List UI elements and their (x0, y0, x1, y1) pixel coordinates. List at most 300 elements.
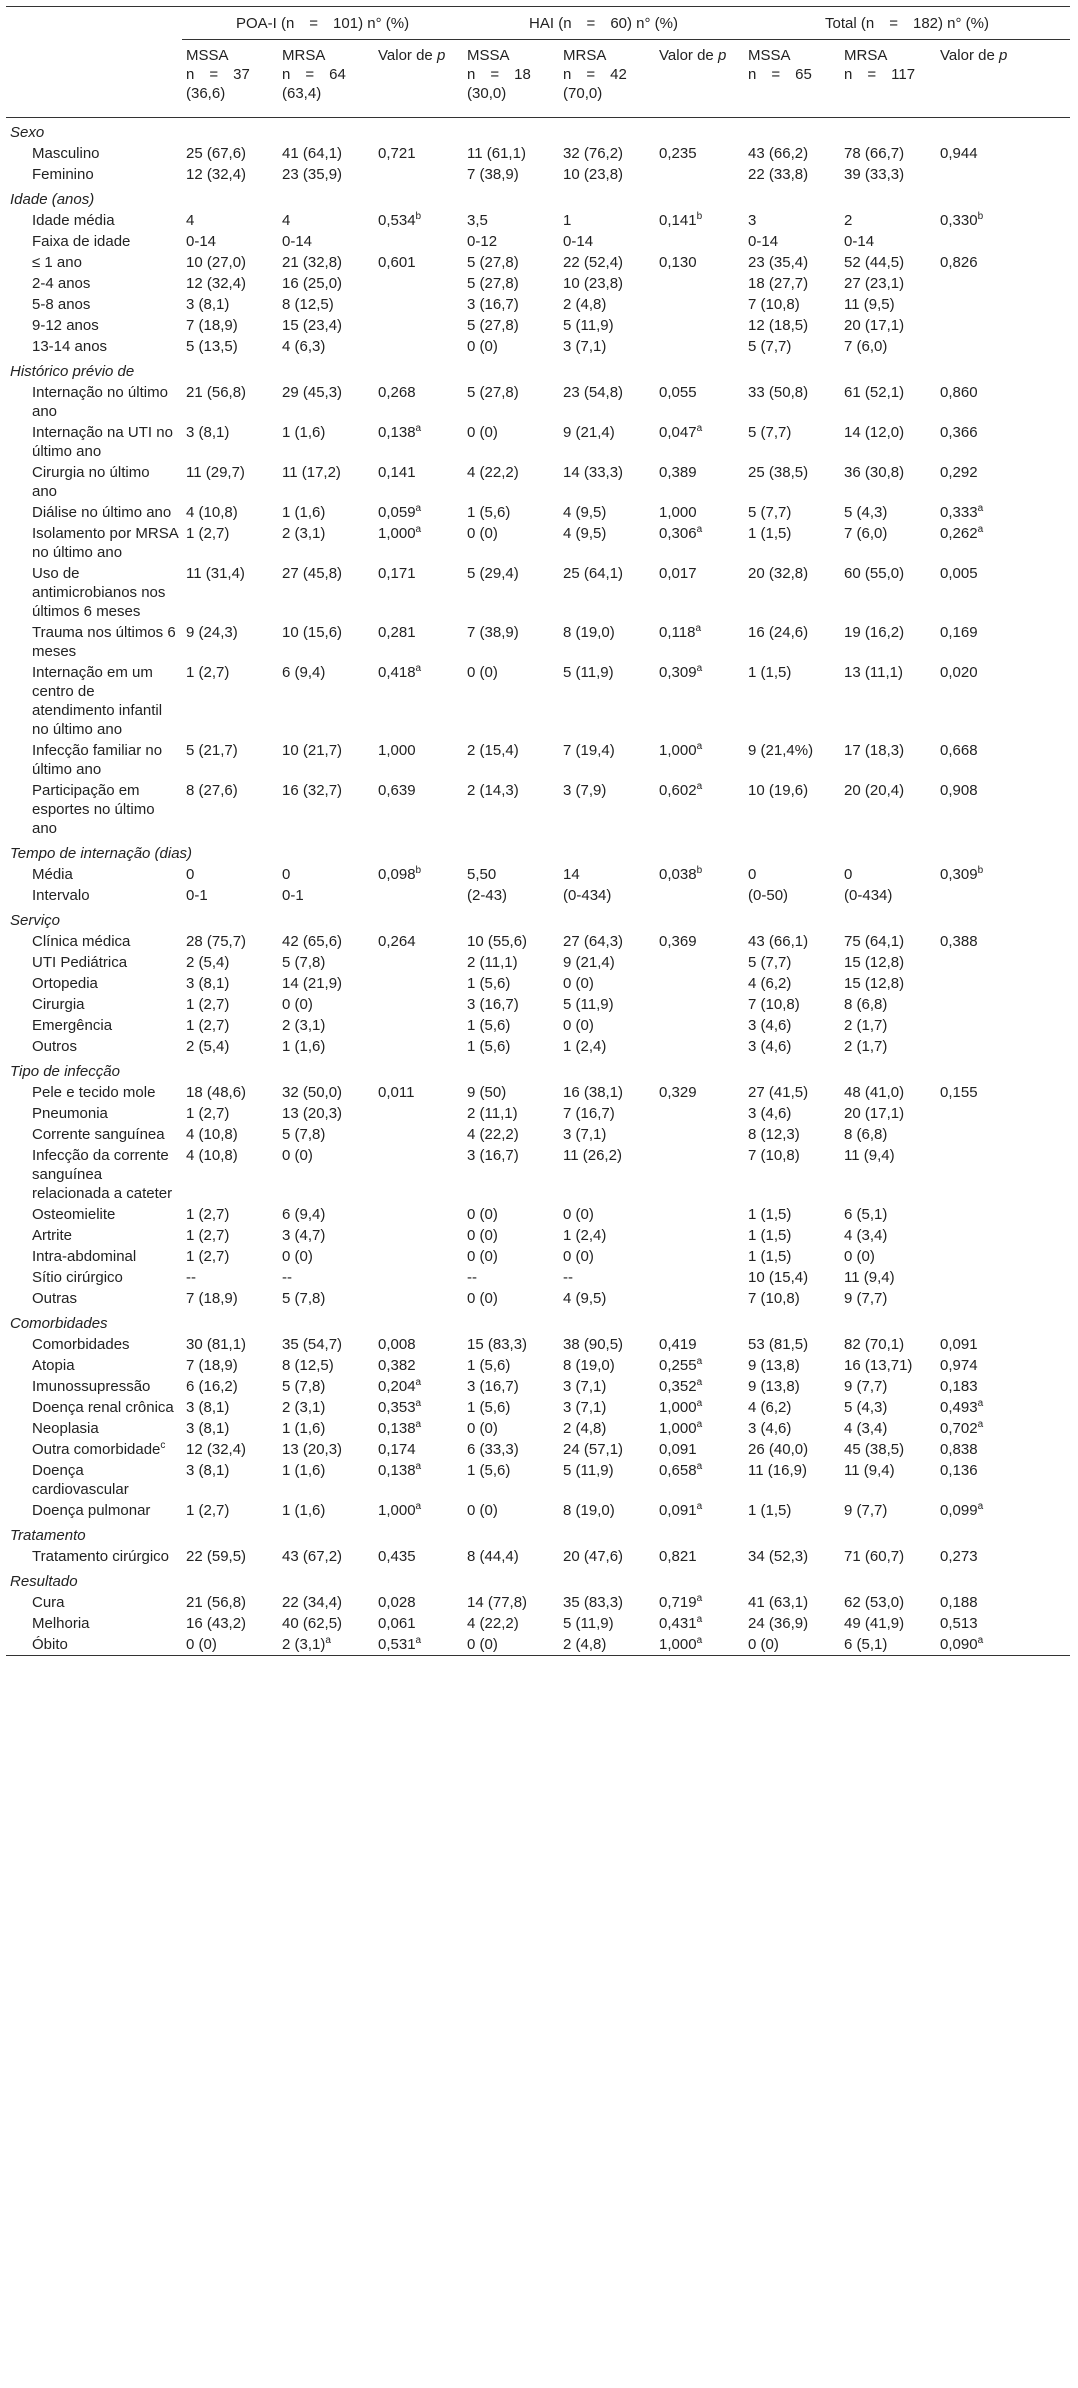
row-label: Doença pulmonar (32, 1502, 151, 1519)
table-cell (374, 973, 463, 994)
table-cell: 16 (38,1) (563, 1084, 624, 1101)
section-row (6, 185, 1070, 210)
row-label: Emergência (32, 1017, 113, 1034)
table-cell: 1 (1,6) (282, 1420, 326, 1437)
table-cell: 3 (8,1) (186, 1399, 230, 1416)
table-cell (936, 1015, 1070, 1036)
table-cell: 1 (2,7) (186, 1206, 230, 1223)
table-cell: 5 (7,8) (282, 954, 326, 971)
table-cell: 3 (7,1) (563, 1399, 607, 1416)
table-cell: 0,292 (940, 464, 978, 481)
table-cell: 11 (16,9) (748, 1462, 807, 1479)
section-row (6, 1057, 1070, 1082)
table-cell: 39 (33,3) (844, 166, 905, 183)
footnote-mark: a (415, 1501, 422, 1512)
table-cell (374, 1246, 463, 1267)
header-subcol: MRSA n = 64 (63,4) (278, 40, 374, 118)
table-cell (936, 885, 1070, 906)
table-cell: 5 (7,8) (282, 1378, 326, 1395)
table-cell: 23 (54,8) (563, 384, 624, 401)
data-table (6, 6, 1070, 1656)
table-row (6, 422, 1070, 462)
table-cell: 3 (8,1) (186, 975, 230, 992)
table-cell: 27 (64,3) (563, 933, 624, 950)
table-body (6, 118, 1070, 1656)
table-cell (655, 294, 744, 315)
table-cell: 20 (32,8) (748, 565, 809, 582)
table-cell: 2 (4,8) (563, 296, 607, 313)
table-cell: 43 (66,1) (748, 933, 809, 950)
table-cell: 60 (55,0) (844, 565, 905, 582)
table-cell: 0,138$^a$ (378, 423, 422, 441)
table-cell: 0,702$^a$ (940, 1419, 984, 1437)
table-cell (936, 994, 1070, 1015)
table-cell (936, 315, 1070, 336)
header-subcol: MRSA n = 117 (840, 40, 936, 118)
row-label: Doença cardiovascular (32, 1462, 129, 1498)
table-cell: 4 (22,2) (467, 1615, 519, 1632)
table-cell: 11 (61,1) (467, 145, 526, 162)
header-group-total: Total (n = 182) n° (%) (744, 7, 1070, 40)
table-cell: 0,141$^b$ (659, 211, 703, 229)
table-cell: 0 (0) (282, 996, 313, 1013)
row-label: Óbito (6, 1634, 182, 1656)
table-cell: 20 (20,4) (844, 782, 905, 799)
table-cell: 0,090$^a$ (936, 1634, 1070, 1656)
table-cell: 0,020 (940, 664, 978, 681)
table-cell: 9 (24,3) (186, 624, 238, 641)
table-cell (655, 273, 744, 294)
footnote-mark: a (696, 781, 703, 792)
table-cell: 0,366 (940, 424, 978, 441)
footnote-mark: a (977, 503, 984, 514)
table-cell: 21 (32,8) (282, 254, 343, 271)
header-subcol: MSSA n = 37 (36,6) (182, 40, 278, 118)
table-cell: 14 (77,8) (467, 1594, 528, 1611)
footnote-mark: b (415, 211, 422, 222)
table-cell: 43 (66,2) (748, 145, 809, 162)
table-cell: 10 (15,4) (748, 1269, 809, 1286)
table-cell: 2 (844, 212, 853, 229)
footnote-mark: a (696, 1593, 703, 1604)
table-cell: 3 (4,6) (748, 1105, 792, 1122)
row-label: 2-4 anos (32, 275, 91, 292)
row-label: Diálise no último ano (32, 504, 172, 521)
table-cell: 0,974 (940, 1357, 978, 1374)
header-group-hai: HAI (n = 60) n° (%) (463, 7, 744, 40)
table-cell: 23 (35,4) (748, 254, 809, 271)
table-cell (655, 1036, 744, 1057)
table-cell: 0,668 (940, 742, 978, 759)
table-cell: 3 (7,1) (563, 1378, 607, 1395)
footnote-mark: a (696, 1377, 703, 1388)
table-cell: 15 (83,3) (467, 1336, 528, 1353)
table-cell (374, 1036, 463, 1057)
table-cell: 0,826 (940, 254, 978, 271)
footnote-mark: a (696, 1635, 703, 1646)
header-subcol-pvalue: Valor de p (655, 40, 744, 118)
table-row (6, 563, 1070, 622)
table-cell: 16 (25,0) (282, 275, 343, 292)
table-cell: 0,273 (940, 1548, 978, 1565)
table-cell: 0,513 (940, 1615, 978, 1632)
table-cell (374, 994, 463, 1015)
table-row (6, 382, 1070, 422)
footnote-mark: a (415, 1377, 422, 1388)
row-label: Cirurgia no último ano (32, 464, 150, 500)
table-cell: 5 (11,9) (563, 1462, 614, 1479)
section-row (6, 906, 1070, 931)
table-cell: 1 (2,7) (186, 996, 230, 1013)
table-row (6, 780, 1070, 839)
table-cell: 34 (52,3) (748, 1548, 809, 1565)
table-cell: -- (186, 1269, 196, 1286)
section-row (6, 1521, 1070, 1546)
table-cell: 11 (17,2) (282, 464, 341, 481)
table-cell: 10 (21,7) (282, 742, 343, 759)
table-cell: 11 (9,4) (844, 1147, 895, 1164)
table-cell: 15 (23,4) (282, 317, 343, 334)
table-cell: 1 (5,6) (467, 1357, 511, 1374)
table-cell (374, 273, 463, 294)
table-cell: 11 (9,5) (844, 296, 895, 313)
footnote-mark: a (696, 524, 703, 535)
table-cell: 0,235 (659, 145, 697, 162)
row-label: Atopia (32, 1357, 75, 1374)
table-cell: 2 (1,7) (844, 1038, 888, 1055)
table-cell (374, 336, 463, 357)
table-cell: 8 (6,8) (844, 996, 888, 1013)
section-row (6, 357, 1070, 382)
table-cell: 0 (0) (282, 1147, 313, 1164)
table-cell: 0-14 (186, 233, 217, 250)
table-cell: 0 (0) (844, 1248, 875, 1265)
table-cell: 0 (0) (744, 1634, 840, 1656)
table-row (6, 864, 1070, 885)
table-row (6, 1267, 1070, 1288)
table-cell: 7 (18,9) (186, 1290, 238, 1307)
table-cell: 0,038$^b$ (659, 865, 703, 883)
table-cell: 0,204$^a$ (378, 1377, 422, 1395)
footnote-mark: a (696, 1461, 703, 1472)
table-cell: 0,047$^a$ (659, 423, 703, 441)
table-cell: 8 (12,3) (748, 1126, 800, 1143)
table-cell (936, 336, 1070, 357)
table-cell: 1,000 (378, 742, 416, 759)
table-cell: 0,601 (378, 254, 416, 271)
table-cell (655, 1124, 744, 1145)
table-cell: 1,000$^a$ (655, 1634, 744, 1656)
table-cell: 8 (19,0) (563, 624, 615, 641)
table-cell: 8 (44,4) (467, 1548, 519, 1565)
table-cell: 0 (186, 866, 195, 883)
table-cell: 2 (4,8) (563, 1420, 607, 1437)
footnote-mark: c (160, 1440, 166, 1451)
table-cell: 0,860 (940, 384, 978, 401)
table-cell (655, 973, 744, 994)
table-cell: 0,352$^a$ (659, 1377, 703, 1395)
footnote-mark: a (415, 503, 422, 514)
table-cell: 2 (1,7) (844, 1017, 888, 1034)
row-label: Pneumonia (32, 1105, 108, 1122)
table-cell (936, 952, 1070, 973)
table-cell: 5 (11,9) (563, 1615, 614, 1632)
footnote-mark: a (415, 423, 422, 434)
table-cell: 49 (41,9) (844, 1615, 905, 1632)
table-cell: 2 (11,1) (467, 1105, 518, 1122)
table-cell: -- (282, 1269, 292, 1286)
table-cell: 0,262$^a$ (940, 524, 984, 542)
table-cell: 16 (32,7) (282, 782, 343, 799)
table-cell: 5 (13,5) (186, 338, 238, 355)
table-row (6, 164, 1070, 185)
table-cell: 6 (5,1) (844, 1206, 888, 1223)
table-cell: 0 (0) (467, 338, 498, 355)
table-cell: 2 (3,1) (282, 525, 326, 542)
table-cell: 4 (3,4) (844, 1420, 888, 1437)
table-row (6, 1460, 1070, 1500)
table-row (6, 462, 1070, 502)
header-subcol: MSSA n = 18 (30,0) (463, 40, 559, 118)
table-cell: 0,171 (378, 565, 416, 582)
row-label: Pele e tecido mole (32, 1084, 156, 1101)
table-cell: 3 (16,7) (467, 1378, 519, 1395)
table-cell: 0,329 (659, 1084, 697, 1101)
table-cell: 17 (18,3) (844, 742, 905, 759)
table-cell: 3 (4,6) (748, 1038, 792, 1055)
table-cell (374, 885, 463, 906)
row-label: Feminino (32, 166, 94, 183)
table-cell: 0,531$^a$ (374, 1634, 463, 1656)
table-row (6, 502, 1070, 523)
table-cell: 16 (24,6) (748, 624, 809, 641)
table-cell: 14 (33,3) (563, 464, 624, 481)
table-cell: 5 (27,8) (467, 275, 519, 292)
table-cell: 0 (0) (467, 1502, 498, 1519)
table-cell: 6 (9,4) (282, 664, 326, 681)
table-cell: 0,419 (659, 1336, 697, 1353)
table-cell: 10 (27,0) (186, 254, 247, 271)
table-cell: 3 (4,7) (282, 1227, 326, 1244)
table-cell: 5 (4,3) (844, 504, 888, 521)
table-cell: 21 (56,8) (186, 384, 247, 401)
table-cell: 0,534$^b$ (378, 211, 422, 229)
table-cell: 3,5 (467, 212, 488, 229)
table-row (6, 1500, 1070, 1521)
table-cell: 27 (23,1) (844, 275, 905, 292)
table-cell: 1,000$^a$ (659, 1419, 703, 1437)
table-cell: 7 (10,8) (748, 1290, 800, 1307)
table-cell: 61 (52,1) (844, 384, 905, 401)
table-cell: 6 (9,4) (282, 1206, 326, 1223)
table-row (6, 1418, 1070, 1439)
footnote-mark: a (977, 1635, 984, 1646)
row-label: Internação na UTI no último ano (32, 424, 173, 460)
footnote-mark: a (696, 1419, 703, 1430)
row-label: Infecção familiar no último ano (32, 742, 163, 778)
row-label: Tratamento cirúrgico (32, 1548, 169, 1565)
row-label: Intervalo (32, 887, 90, 904)
table-cell: 4 (10,8) (186, 1147, 238, 1164)
table-cell: 11 (26,2) (563, 1147, 622, 1164)
table-row (6, 1145, 1070, 1204)
table-cell: 12 (18,5) (748, 317, 809, 334)
table-cell (936, 231, 1070, 252)
table-cell: -- (467, 1269, 478, 1286)
table-cell: 7 (10,8) (748, 1147, 800, 1164)
table-cell (374, 1225, 463, 1246)
table-cell: 28 (75,7) (186, 933, 247, 950)
table-cell: 4 (10,8) (186, 504, 238, 521)
table-row (6, 252, 1070, 273)
footnote-mark: a (696, 1501, 703, 1512)
table-cell: 9 (7,7) (844, 1502, 888, 1519)
table-cell: 12 (32,4) (186, 166, 247, 183)
table-row (6, 973, 1070, 994)
table-row (6, 1439, 1070, 1460)
table-cell: 0 (0) (182, 1634, 278, 1656)
table-cell: 0,944 (940, 145, 978, 162)
header-subcol: MSSA n = 65 (744, 40, 840, 118)
table-cell: 22 (59,5) (186, 1548, 247, 1565)
table-row (6, 273, 1070, 294)
table-cell (936, 1145, 1070, 1204)
row-label: Internação em um centro de atendimento infantil no último ano (32, 664, 163, 738)
table-cell: 22 (52,4) (563, 254, 624, 271)
table-cell: 5 (27,8) (467, 254, 519, 271)
row-label: 9-12 anos (32, 317, 99, 334)
table-cell: 0,309$^a$ (659, 663, 703, 681)
table-cell: 27 (45,8) (282, 565, 343, 582)
footnote-mark: a (415, 1419, 422, 1430)
table-cell: 24 (36,9) (748, 1615, 809, 1632)
table-cell: 14 (21,9) (282, 975, 343, 992)
table-cell: 0,061 (378, 1615, 416, 1632)
footnote-mark: a (415, 663, 422, 674)
table-row (6, 931, 1070, 952)
table-cell (655, 1015, 744, 1036)
table-cell: 4 (9,5) (563, 1290, 607, 1307)
table-cell: 43 (67,2) (282, 1548, 343, 1565)
table-cell (374, 315, 463, 336)
table-cell (374, 952, 463, 973)
table-cell (655, 1103, 744, 1124)
row-label: UTI Pediátrica (32, 954, 128, 971)
table-cell: 15 (12,8) (844, 975, 905, 992)
table-cell: 0,091$^a$ (659, 1501, 703, 1519)
table-cell: 1 (1,5) (748, 1502, 792, 1519)
table-cell: 20 (17,1) (844, 317, 905, 334)
table-cell: 1 (2,7) (186, 1248, 230, 1265)
table-cell: 4 (22,2) (467, 464, 519, 481)
table-cell (655, 1267, 744, 1288)
table-row (6, 1397, 1070, 1418)
table-cell: 2 (3,1) (282, 1399, 326, 1416)
table-cell: 71 (60,7) (844, 1548, 905, 1565)
table-cell: 0,174 (378, 1441, 416, 1458)
table-cell: 9 (21,4) (563, 954, 615, 971)
table-cell: 5 (7,8) (282, 1126, 326, 1143)
table-cell (936, 294, 1070, 315)
table-row (6, 315, 1070, 336)
table-cell: 1 (1,5) (748, 525, 792, 542)
table-cell: 0 (0) (467, 525, 498, 542)
table-cell: 24 (57,1) (563, 1441, 624, 1458)
table-cell: 40 (62,5) (282, 1615, 343, 1632)
table-cell: 0 (0) (463, 1634, 559, 1656)
table-cell: 0-12 (467, 233, 498, 250)
row-label: Artrite (32, 1227, 73, 1244)
table-cell: 1 (2,7) (186, 1502, 230, 1519)
table-cell: 5,50 (467, 866, 497, 883)
table-cell: 1 (2,7) (186, 1017, 230, 1034)
table-cell: 36 (30,8) (844, 464, 905, 481)
table-cell: 0-14 (748, 233, 779, 250)
table-cell: 6 (5,1) (840, 1634, 936, 1656)
table-cell: 0-14 (563, 233, 594, 250)
row-label: Isolamento por MRSA no último ano (32, 525, 178, 561)
table-cell: (2-43) (467, 887, 508, 904)
table-row (6, 740, 1070, 780)
table-cell: 0,388 (940, 933, 978, 950)
table-cell: (0-434) (563, 887, 612, 904)
table-cell: 0,353$^a$ (378, 1398, 422, 1416)
table-cell: 3 (16,7) (467, 296, 519, 313)
table-cell: 0 (0) (563, 1017, 594, 1034)
table-cell: 1 (2,7) (186, 664, 230, 681)
section-label: Serviço (10, 912, 61, 929)
table-cell: 7 (19,4) (563, 742, 615, 759)
table-cell: 5 (7,7) (748, 424, 792, 441)
table-cell: 0,188 (940, 1594, 978, 1611)
table-cell: 0,138$^a$ (378, 1419, 422, 1437)
table-cell: 8 (19,0) (563, 1502, 615, 1519)
table-cell (655, 315, 744, 336)
section-row (6, 1309, 1070, 1334)
table-cell: 8 (19,0) (563, 1357, 615, 1374)
header-subcol-pvalue: Valor de p (374, 40, 463, 118)
table-cell: 0,008 (378, 1336, 416, 1353)
table-cell: -- (563, 1269, 574, 1286)
table-cell (936, 1124, 1070, 1145)
header-group-row (6, 7, 1070, 40)
table-cell: 0,017 (659, 565, 697, 582)
table-cell: 3 (7,9) (563, 782, 607, 799)
table-cell: 0,333$^a$ (940, 503, 984, 521)
table-cell: 18 (48,6) (186, 1084, 247, 1101)
table-cell: 0 (0) (563, 1248, 594, 1265)
table-cell (655, 994, 744, 1015)
table-cell: 7 (6,0) (844, 338, 888, 355)
table-cell: 3 (7,1) (563, 338, 607, 355)
table-cell: 1,000$^a$ (659, 741, 703, 759)
table-cell (655, 1246, 744, 1267)
table-cell (374, 1267, 463, 1288)
table-cell: 0,602$^a$ (659, 781, 703, 799)
table-cell: 0,382 (378, 1357, 416, 1374)
table-cell: 22 (33,8) (748, 166, 809, 183)
table-cell: 2 (5,4) (186, 954, 230, 971)
table-cell: 0,118$^a$ (659, 623, 702, 641)
table-cell (655, 952, 744, 973)
table-row (6, 1355, 1070, 1376)
table-cell: (0-50) (748, 887, 789, 904)
table-cell: 53 (81,5) (748, 1336, 809, 1353)
table-cell: 4 (186, 212, 195, 229)
table-cell (374, 1124, 463, 1145)
table-cell: 1 (5,6) (467, 1038, 511, 1055)
footnote-mark: a (696, 663, 703, 674)
